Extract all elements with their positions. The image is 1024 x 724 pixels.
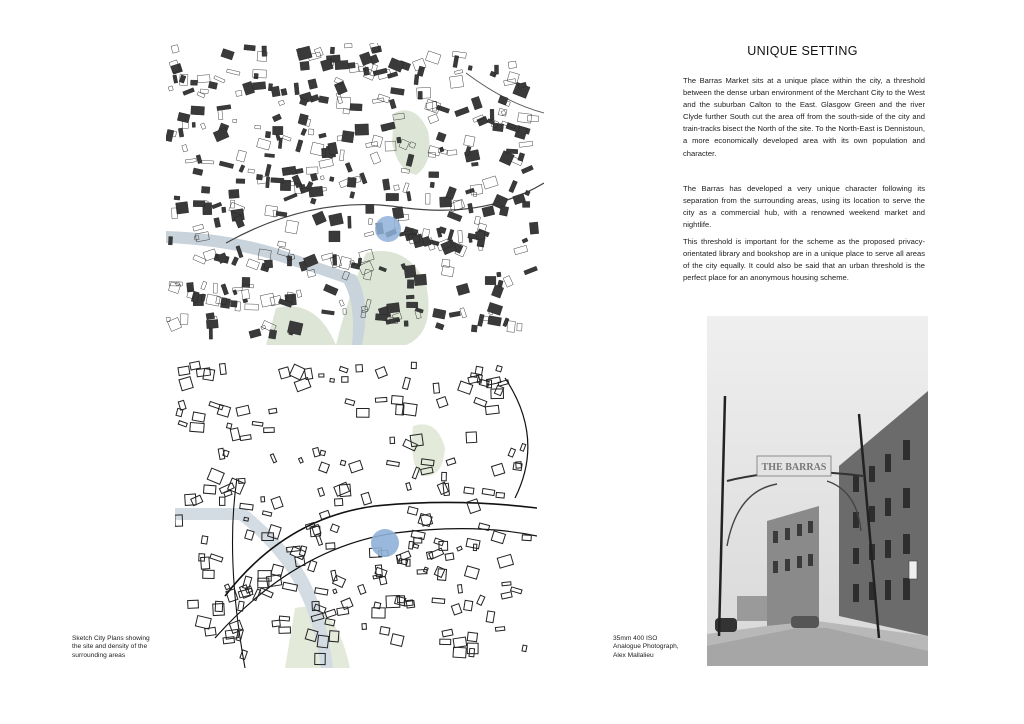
- building-footprint: [404, 321, 408, 327]
- building-footprint: [264, 260, 272, 268]
- building-footprint: [342, 131, 355, 143]
- building-footprint: [329, 231, 340, 242]
- building-footprint: [273, 126, 283, 134]
- building-footprint: [468, 65, 472, 70]
- building-footprint: [386, 193, 399, 200]
- building-footprint: [358, 258, 362, 266]
- building-footprint: [355, 124, 369, 135]
- building-footprint: [475, 231, 485, 240]
- building-footprint: [497, 272, 501, 277]
- building-footprint: [414, 75, 419, 85]
- building-footprint: [494, 65, 498, 74]
- building-footprint: [256, 174, 262, 180]
- building-footprint: [252, 82, 265, 90]
- city-plan-figure-ground: [166, 43, 544, 345]
- building-footprint: [522, 201, 529, 207]
- building-footprint: [335, 60, 349, 69]
- paragraph-intro: The Barras Market sits at a unique place within the city, a threshold between the dense urban environment of the Merchant City to the West and the suburban Calton to the East. Glasgow Green and the river Clyde further South cut the area off from the south-side of the city and train-tracks bisect the North of the site. To the North-East is Dennistoun, a more economically developed area with its own population and character.: [683, 76, 925, 158]
- building-footprint: [382, 179, 390, 190]
- building-footprint: [193, 200, 205, 206]
- paragraph-threshold: This threshold is important for the scheme as the proposed privacy-orientated library and bookshop are in a unique place to serve all areas of the city equally. It could also be said that an urban threshold is the perfect place for an anonymous housing scheme.: [683, 237, 925, 283]
- building-footprint: [191, 80, 198, 85]
- building-footprint: [244, 45, 256, 51]
- building-footprint: [485, 276, 496, 284]
- building-footprint: [206, 320, 218, 329]
- building-footprint: [348, 216, 351, 228]
- building-footprint: [206, 313, 215, 320]
- street-photograph: [707, 316, 928, 666]
- building-footprint: [430, 182, 435, 188]
- building-footprint: [499, 206, 508, 216]
- building-footprint: [471, 162, 478, 166]
- building-footprint: [299, 184, 304, 188]
- building-footprint: [406, 295, 414, 299]
- building-footprint: [176, 202, 189, 214]
- building-footprint: [300, 61, 310, 70]
- building-footprint: [387, 303, 400, 314]
- building-footprint: [229, 189, 240, 198]
- building-footprint: [375, 314, 387, 321]
- paragraph-character: The Barras has developed a very unique character following its separation from the surrounding areas, using its location to serve the city as a commercial hub, with a renowned weekend market and nightlife.: [683, 184, 925, 230]
- building-footprint: [192, 122, 195, 127]
- building-footprint: [281, 88, 287, 95]
- building-footprint: [506, 149, 518, 154]
- building-footprint: [262, 46, 267, 56]
- building-footprint: [287, 256, 291, 266]
- building-footprint: [174, 196, 180, 200]
- building-footprint: [414, 274, 427, 286]
- building-footprint: [407, 280, 414, 289]
- building-footprint: [366, 204, 374, 213]
- building-footprint: [271, 86, 280, 97]
- building-footprint: [222, 207, 226, 213]
- building-footprint: [329, 177, 334, 182]
- building-footprint: [187, 282, 194, 292]
- building-footprint: [242, 277, 250, 287]
- car: [791, 616, 819, 628]
- caption-photograph: 35mm 400 ISO Analogue Photograph, Alex Mallalieu: [613, 635, 679, 659]
- building-footprint: [266, 177, 270, 188]
- building-footprint: [269, 330, 277, 340]
- building-footprint: [201, 186, 210, 193]
- building-footprint: [168, 237, 172, 245]
- building-footprint: [490, 109, 494, 120]
- building-footprint: [271, 178, 284, 183]
- site-highlight: [375, 216, 401, 242]
- building-footprint: [429, 172, 439, 178]
- building-footprint: [209, 327, 212, 339]
- road-sign: [909, 561, 917, 579]
- city-plan-sketch: [175, 358, 537, 668]
- building-footprint: [265, 131, 270, 138]
- building-footprint: [230, 300, 237, 307]
- building-footprint: [406, 302, 417, 308]
- building-footprint: [471, 325, 477, 332]
- building-footprint: [347, 177, 356, 187]
- building-footprint: [191, 106, 205, 115]
- building-footprint: [392, 207, 404, 219]
- building-footprint: [254, 73, 258, 79]
- page-title: UNIQUE SETTING: [747, 44, 858, 58]
- sign-text: THE BARRAS: [761, 462, 827, 473]
- building-footprint: [529, 222, 538, 234]
- caption-city-plans: Sketch City Plans showing the site and density of the surrounding areas: [72, 635, 150, 659]
- building-footprint: [220, 298, 230, 309]
- building-footprint: [236, 179, 245, 184]
- building-footprint: [294, 83, 299, 95]
- site-highlight: [371, 529, 399, 557]
- building-footprint: [330, 47, 335, 54]
- building-footprint: [350, 104, 362, 111]
- building-footprint: [418, 91, 422, 99]
